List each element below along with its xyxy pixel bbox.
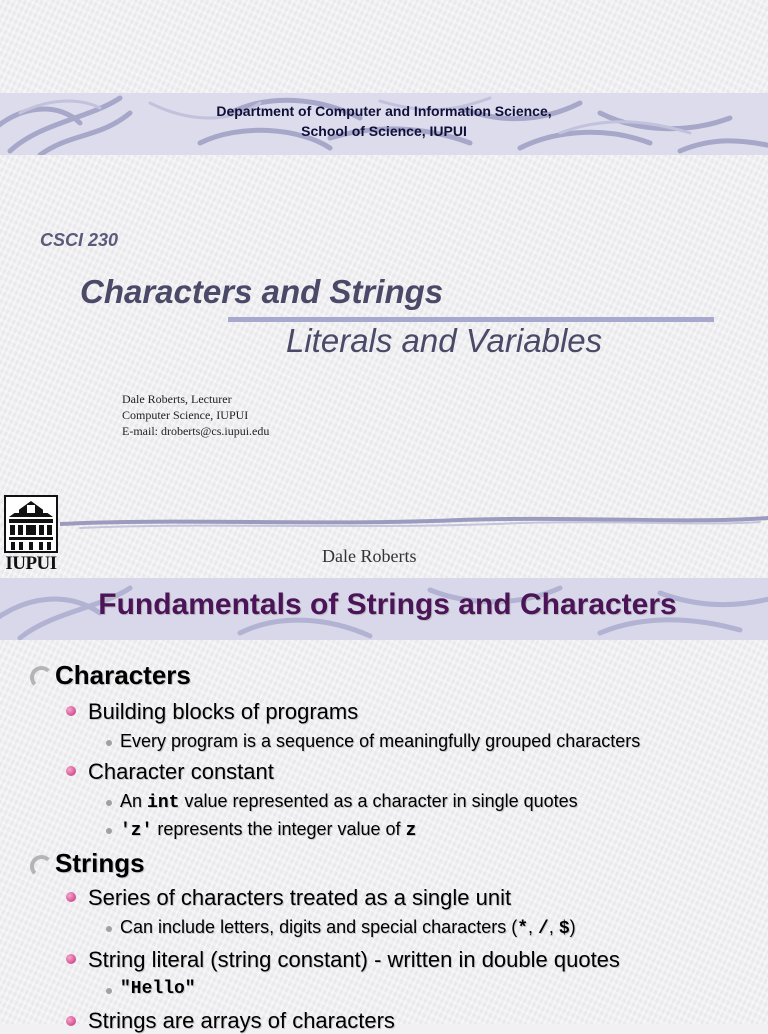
footer-swoosh [60, 508, 768, 538]
bullet-arrays: Strings are arrays of characters [88, 1008, 395, 1033]
level2-bullet-icon [66, 892, 76, 902]
department-header [0, 101, 768, 141]
slide-subtitle: Literals and Variables [286, 322, 603, 359]
text-fragment: value represented as a character in single quotes [179, 791, 578, 811]
code-fragment: int [147, 793, 180, 813]
code-fragment: * [517, 919, 529, 939]
bullet-series: Series of characters treated as a single unit [88, 885, 512, 910]
school-line: School of Science, IUPUI [301, 123, 467, 139]
text-fragment: , [528, 917, 539, 937]
code-fragment: $ [558, 919, 570, 939]
department-line: Department of Computer and Information Science, [216, 103, 552, 119]
bullet-building-blocks: Building blocks of programs [88, 699, 359, 724]
bullet-characters: Characters [55, 660, 191, 690]
level3-bullet-icon [106, 740, 112, 746]
text-fragment: An [120, 791, 148, 811]
level3-bullet-icon [106, 800, 112, 806]
level2-bullet-icon [66, 766, 76, 776]
slide-title: Characters and Strings [80, 273, 444, 310]
level3-bullet-icon [106, 828, 112, 834]
level1-bullet-icon [30, 666, 53, 689]
bullet-int-value [120, 791, 578, 813]
footer-name: Dale Roberts [322, 546, 417, 566]
author-name: Dale Roberts, Lecturer [122, 392, 232, 406]
level2-bullet-icon [66, 706, 76, 716]
bullet-strings: Strings [55, 848, 145, 878]
logo-label: IUPUI [5, 553, 57, 574]
level2-bullet-icon [66, 1016, 76, 1026]
slide2-banner [0, 578, 768, 640]
level3-bullet-icon [106, 988, 112, 994]
code-fragment: 'z' [120, 821, 153, 841]
text-fragment: represents the integer value of [152, 819, 406, 839]
iupui-logo [4, 495, 58, 577]
author-dept: Computer Science, IUPUI [122, 408, 249, 422]
level3-bullet-icon [106, 926, 112, 932]
bullet-can-include [120, 917, 576, 939]
course-code: CSCI 230 [40, 230, 119, 250]
code-fragment: z [405, 821, 417, 841]
slide2-title: Fundamentals of Strings and Characters [98, 588, 677, 621]
author-block [122, 391, 269, 439]
bullet-z-value [120, 819, 416, 841]
bullet-hello: "Hello" [120, 979, 196, 999]
text-fragment: ) [569, 917, 576, 937]
bullet-string-literal: String literal (string constant) - written in double quotes [88, 947, 620, 972]
text-fragment: Can include letters, digits and special characters ( [120, 917, 518, 937]
bullet-every-program: Every program is a sequence of meaningfully grouped characters [120, 731, 641, 751]
code-fragment: / [538, 919, 549, 939]
author-email: E-mail: droberts@cs.iupui.edu [122, 424, 270, 438]
level1-bullet-icon [30, 855, 53, 878]
building-icon [4, 495, 58, 553]
text-fragment: , [548, 917, 559, 937]
header-banner [0, 93, 768, 155]
bullet-char-constant: Character constant [88, 759, 274, 784]
level2-bullet-icon [66, 954, 76, 964]
